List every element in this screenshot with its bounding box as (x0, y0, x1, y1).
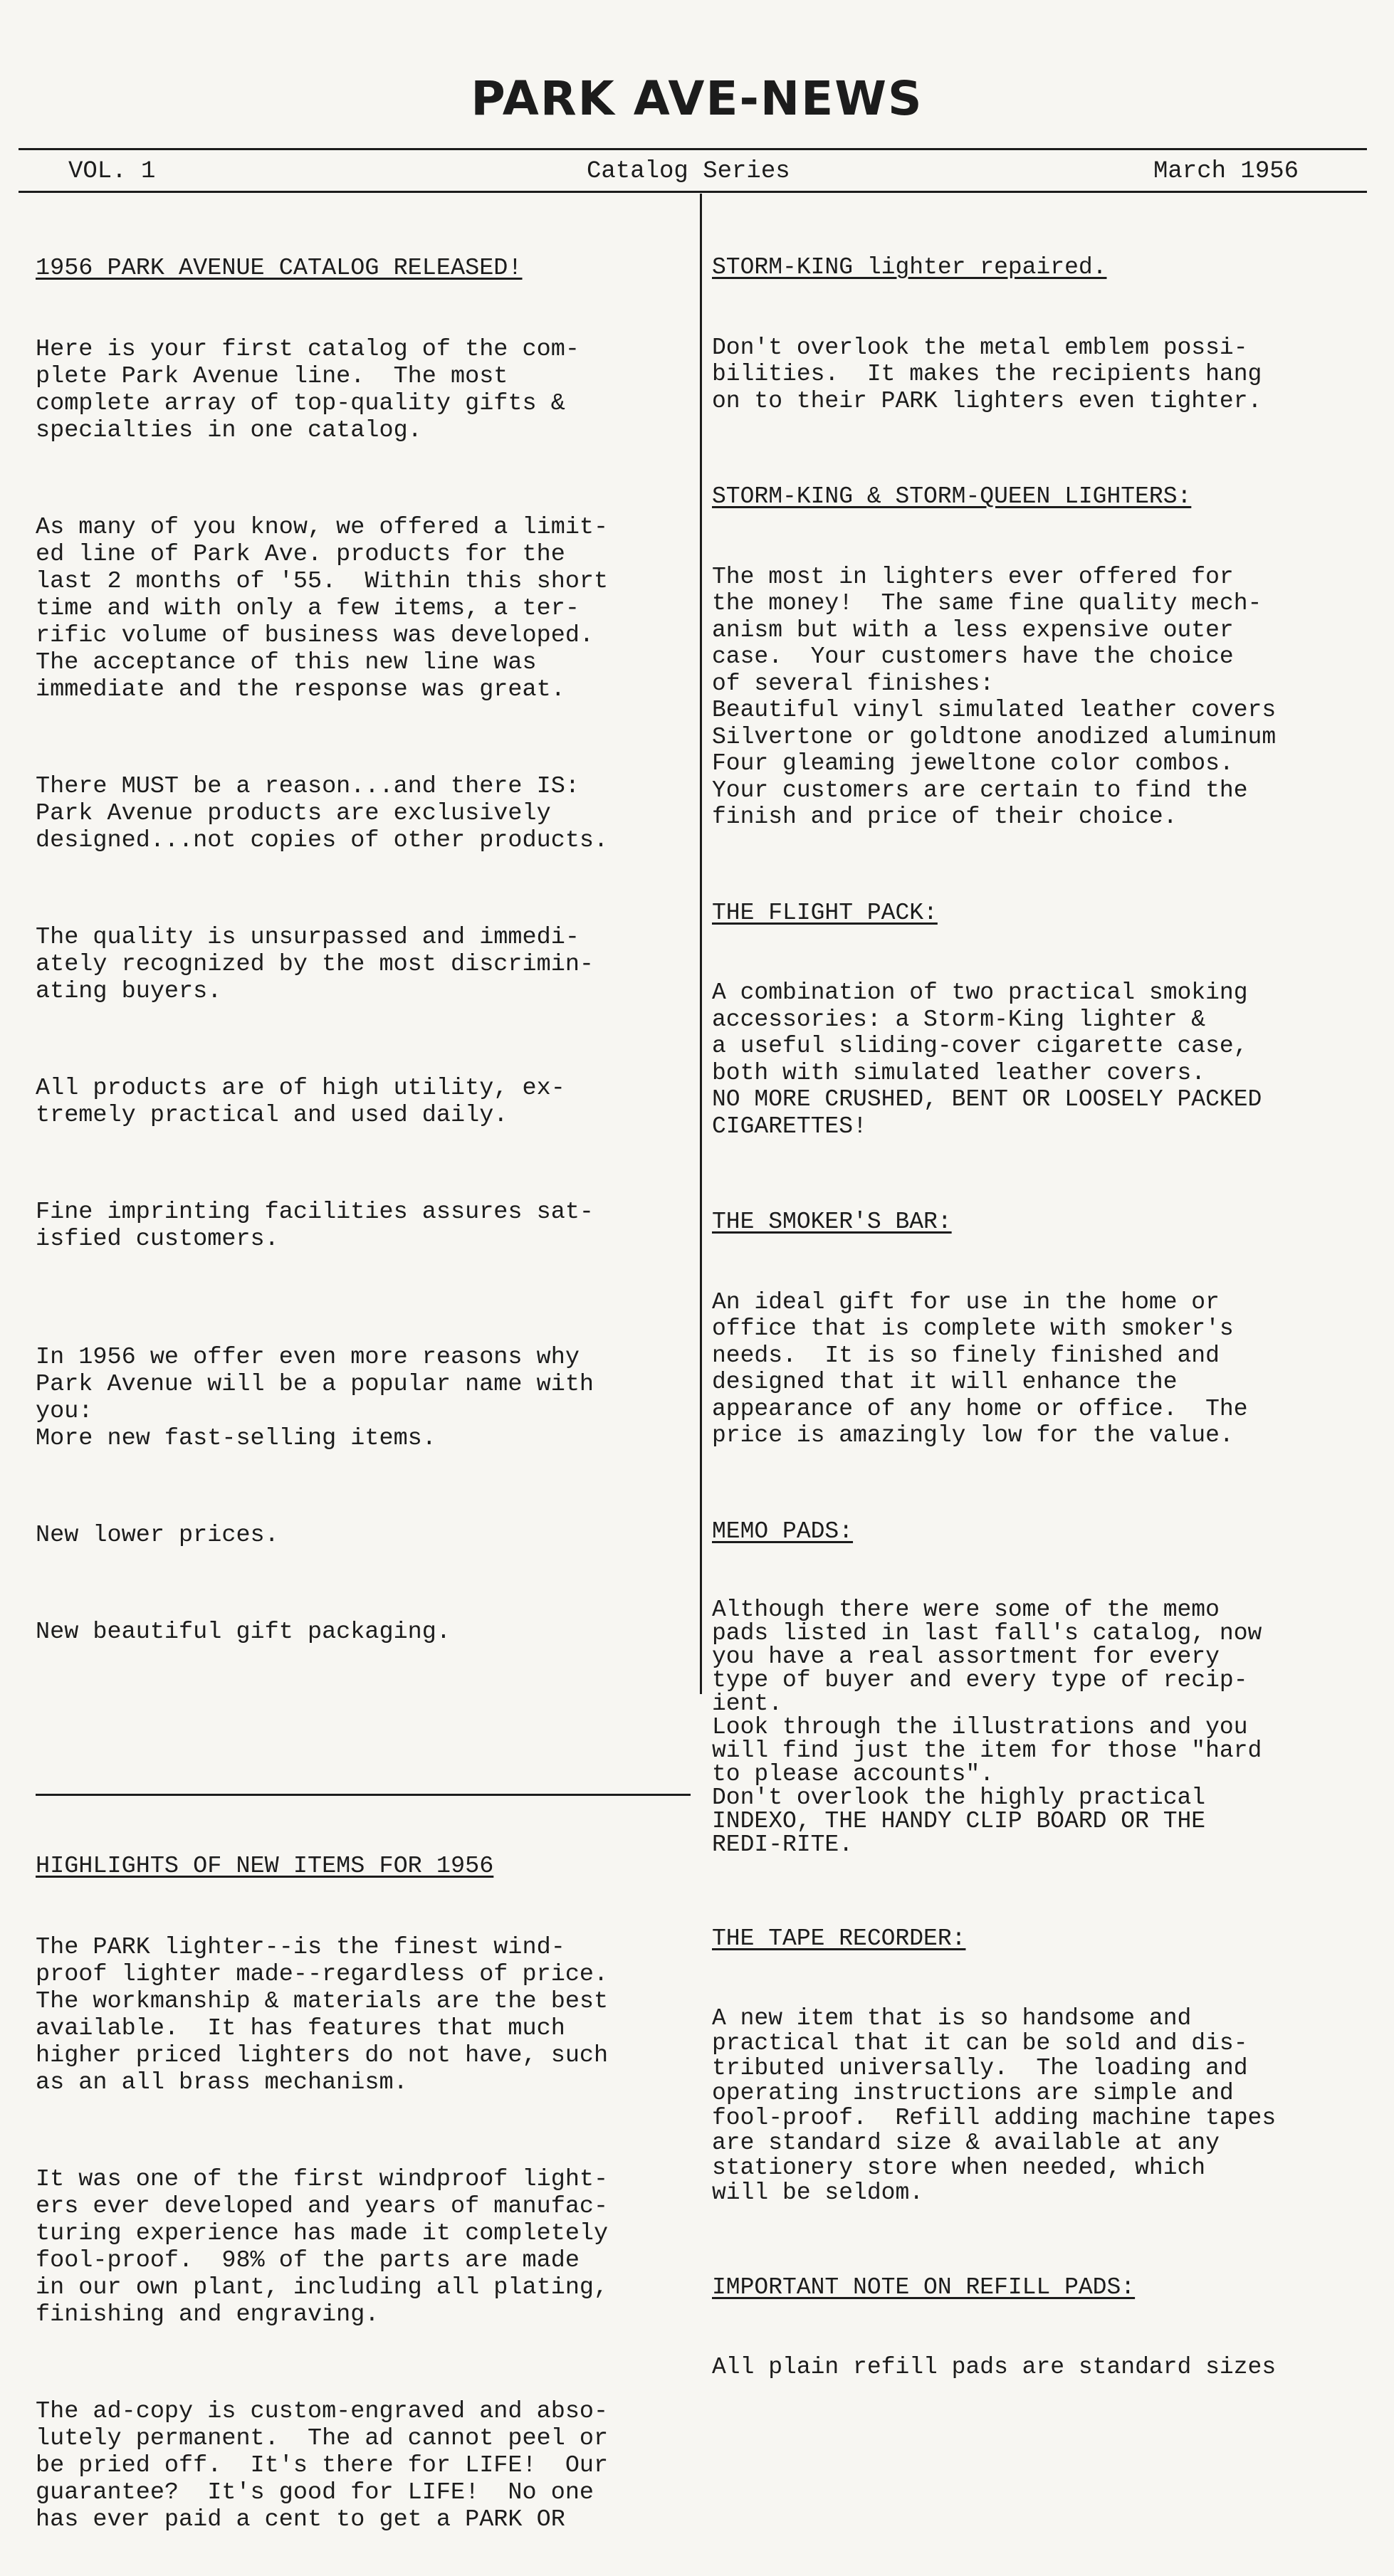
section-heading-refill-pads: IMPORTANT NOTE ON REFILL PADS: (712, 2273, 1136, 2301)
volume-label: VOL. 1 (68, 158, 156, 185)
paragraph: There MUST be a reason...and there IS: Park Avenue products are exclusively designed...not copies of other products. (36, 773, 609, 854)
issue-date: March 1956 (1153, 158, 1299, 185)
paragraph: Although there were some of the memo pads listed in last fall's catalog, now you have a real assortment for every type of buyer and every type of recip- ient. Look through the illustrations and you will find just the item for those "hard to please accounts". Don't overlook the highly practical INDEXO, THE HANDY CLIP BOARD OR THE REDI-RITE. (712, 1597, 1262, 1858)
paragraph: A combination of two practical smoking accessories: a Storm-King lighter & a useful sliding-cover cigarette case, both with simulated leather covers. NO MORE CRUSHED, BENT OR LOOSELY PACKED CIGARETTES! (712, 979, 1262, 1140)
section-heading-catalog-released: 1956 PARK AVENUE CATALOG RELEASED! (36, 255, 523, 282)
paragraph: The quality is unsurpassed and immedi- ately recognized by the most discrimin- ating buyers. (36, 924, 594, 1005)
series-label: Catalog Series (587, 158, 790, 185)
section-heading-memo-pads: MEMO PADS: (712, 1518, 854, 1545)
section-heading-storm-lighters: STORM-KING & STORM-QUEEN LIGHTERS: (712, 483, 1192, 510)
section-heading-storm-king-repaired: STORM-KING lighter repaired. (712, 254, 1107, 280)
paragraph: The PARK lighter--is the finest wind- proof lighter made--regardless of price. The workmanship & materials are the best available. It has features that much higher priced lighters do not have, such as an all brass mechanism. (36, 1934, 609, 2096)
left-column (36, 201, 691, 2576)
paragraph: Here is your first catalog of the com- plete Park Avenue line. The most complete array of top-quality gifts & specialties in one catalog. (36, 336, 580, 444)
column-divider (700, 194, 702, 1694)
header-bottom-rule (19, 191, 1367, 193)
paragraph: All plain refill pads are standard sizes (712, 2354, 1277, 2380)
top-rule (19, 148, 1367, 150)
masthead-title: PARK AVE-NEWS (471, 71, 923, 126)
paragraph: A new item that is so handsome and practical that it can be sold and dis- tributed universally. The loading and operating instructions are simple and fool-proof. Refill adding machine tapes are standard size & available at any stationery store when needed, which will be seldom. (712, 2004, 1277, 2206)
paragraph: All products are of high utility, ex- tremely practical and used daily. (36, 1075, 565, 1129)
paragraph: An ideal gift for use in the home or office that is complete with smoker's needs. It is so finely finished and designed that it will enhance the appearance of any home or office. The price is amazingly low for the value. (712, 1288, 1248, 1449)
section-rule (36, 1794, 691, 1796)
paragraph: The ad-copy is custom-engraved and abso- lutely permanent. The ad cannot peel or be pried off. It's there for LIFE! Our guarantee? It's good for LIFE! No one has ever paid a cent to get a PARK OR (36, 2398, 609, 2533)
paragraph: Fine imprinting facilities assures sat- isfied customers. (36, 1199, 594, 1253)
paragraph: The most in lighters ever offered for the money! The same fine quality mech- anism but with a less expensive outer case. Your customers have the choice of several finishes: Beautiful vinyl simulated leather covers Silvertone or goldtone anodized aluminum Four gleaming jeweltone color combos. Your customers are certain to find the finish and price of their choice. (712, 563, 1277, 830)
section-heading-flight-pack: THE FLIGHT PACK: (712, 899, 938, 926)
right-column (712, 201, 1367, 2423)
paragraph: Don't overlook the metal emblem possi- bilities. It makes the recipients hang on to their PARK lighters even tighter. (712, 334, 1262, 414)
paragraph: New lower prices. (36, 1522, 279, 1549)
section-heading-tape-recorder: THE TAPE RECORDER: (712, 1925, 966, 1952)
section-heading-smokers-bar: THE SMOKER'S BAR: (712, 1209, 952, 1235)
paragraph: It was one of the first windproof light- ers ever developed and years of manufac- turing experience has made it completely fool-proof. 98% of the parts are made in our own plant, including all plating, finishing and engraving. (36, 2166, 609, 2328)
paragraph: As many of you know, we offered a limit- ed line of Park Ave. products for the last 2 months of '55. Within this short time and with only a few items, a ter- rific volume of business was developed. The acceptance of this new line was immediate and the response was great. (36, 514, 609, 703)
section-heading-highlights: HIGHLIGHTS OF NEW ITEMS FOR 1956 (36, 1853, 494, 1880)
paragraph: New beautiful gift packaging. (36, 1619, 451, 1646)
paragraph: In 1956 we offer even more reasons why Park Avenue will be a popular name with you: More new fast-selling items. (36, 1344, 594, 1452)
